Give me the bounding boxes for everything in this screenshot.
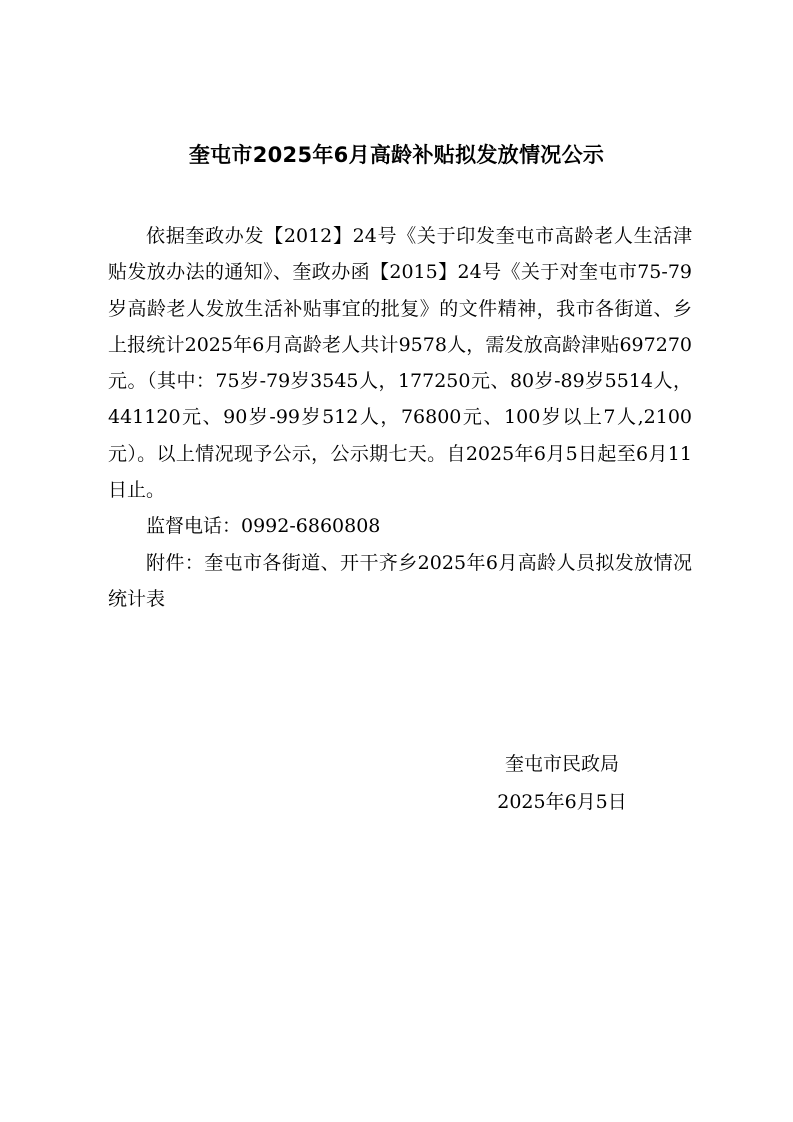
- issue-date: 2025年6月5日: [497, 791, 627, 813]
- document-body: [108, 218, 692, 617]
- supervision-phone: 监督电话：0992-6860808: [146, 515, 381, 538]
- main-paragraph: 依据奎政办发【2012】24号《关于印发奎屯市高龄老人生活津贴发放办法的通知》、奎政办函【2015】24号《关于对奎屯市75-79岁高龄老人发放生活补贴事宜的批复》的文件精神，我市各街道、乡上报统计2025年6月高龄老人共计9578人，需发放高龄津贴697270元。（其中：75岁-79岁3545人，177250元、80岁-89岁5514人，441120元、90岁-99岁512人，76800元、100岁以上7人,2100元）。以上情况现予公示，公示期七天。自2025年6月5日起至6月11日止。: [108, 225, 692, 502]
- attachment-note: 附件：奎屯市各街道、开干齐乡2025年6月高龄人员拟发放情况统计表: [108, 551, 692, 610]
- signature-block: [462, 745, 662, 821]
- document-title: 奎屯市2025年6月高龄补贴拟发放情况公示: [188, 143, 605, 167]
- issuing-organization: 奎屯市民政局: [504, 753, 619, 775]
